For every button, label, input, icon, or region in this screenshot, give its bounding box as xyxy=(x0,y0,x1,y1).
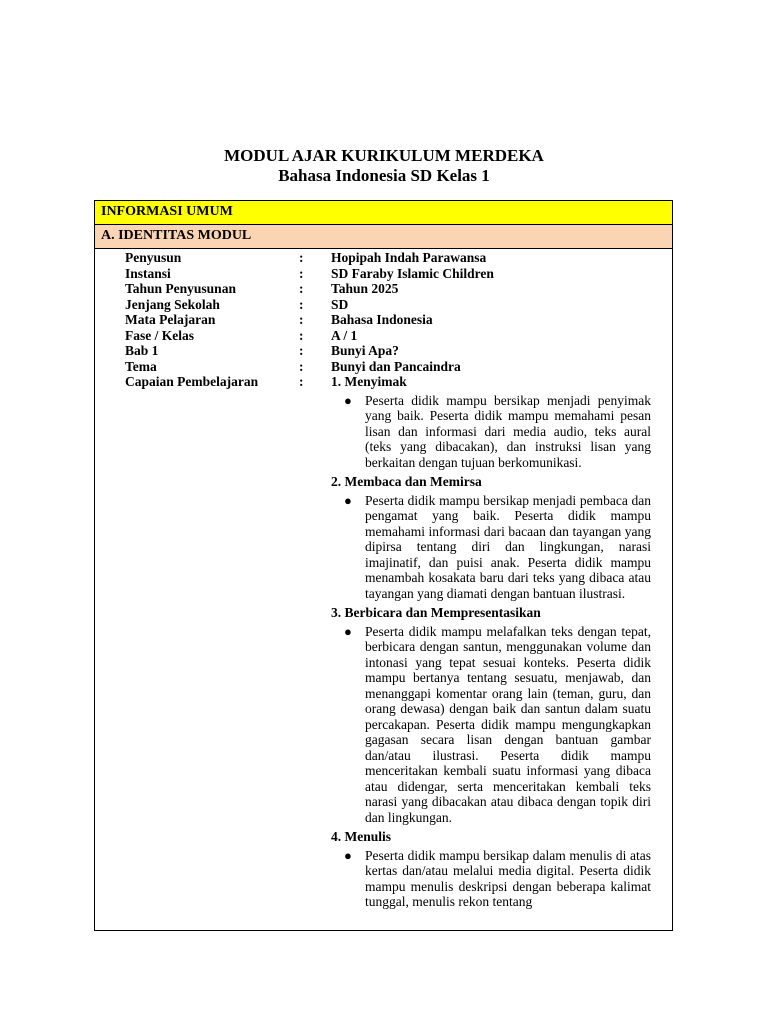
capaian-heading-membaca: 2. Membaca dan Memirsa xyxy=(331,474,482,489)
row-key: Capaian Pembelajaran xyxy=(125,374,259,389)
identity-row xyxy=(125,281,665,297)
row-separator: : xyxy=(299,374,304,389)
row-value: Hopipah Indah Parawansa xyxy=(331,250,487,265)
identity-row xyxy=(125,312,665,328)
identity-row xyxy=(125,328,665,344)
row-key: Bab 1 xyxy=(125,343,159,358)
row-value: A / 1 xyxy=(331,327,358,343)
row-value: SD xyxy=(331,296,349,312)
identity-row xyxy=(125,297,665,313)
row-key: Instansi xyxy=(125,265,171,281)
bullet-icon: ● xyxy=(344,847,352,863)
identity-row xyxy=(125,343,665,359)
capaian-text: Peserta didik mampu bersikap menjadi penyimak yang baik. Peserta didik mampu memahami pesan lisan dan informasi dari media audio, teks aural (teks yang dibacakan), dan instruksi lisan yang berkaitan dengan tujuan berkomunikasi. xyxy=(365,392,651,470)
capaian-text: Peserta didik mampu bersikap dalam menulis di atas kertas dan/atau melalui media digital. Peserta didik mampu menulis deskripsi dengan beberapa kalimat tunggal, menulis rekon tentang xyxy=(365,847,651,909)
row-value: Bunyi Apa? xyxy=(331,343,399,358)
bullet-icon: ● xyxy=(344,623,352,639)
capaian-heading-menulis: 4. Menulis xyxy=(331,829,392,844)
capaian-text: Peserta didik mampu melafalkan teks dengan tepat, berbicara dengan santun, menggunakan volume dan intonasi yang tepat sesuai konteks. Peserta didik mampu bertanya tentang sesuatu, menjawab, dan menanggapi komentar orang lain (teman, guru, dan orang dewasa) dengan baik dan santun dalam suatu percakapan. Peserta didik mampu mengungkapkan gagasan secara lisan dengan bantuan gambar dan/atau ilustrasi. Peserta didik mampu menceritakan kembali suatu informasi yang dibaca atau didengar, serta menceritakan kembali teks narasi yang dibacakan atau dibaca dengan topik diri dan lingkungan. xyxy=(365,623,651,825)
row-value: Bunyi dan Pancaindra xyxy=(331,358,461,374)
row-separator: : xyxy=(299,343,304,358)
module-identity-heading: A. IDENTITAS MODUL xyxy=(95,225,672,249)
row-key: Mata Pelajaran xyxy=(125,312,216,327)
row-separator: : xyxy=(299,358,304,374)
identity-rows xyxy=(125,250,665,390)
capaian-heading-berbicara: 3. Berbicara dan Mempresentasikan xyxy=(331,605,541,620)
row-separator: : xyxy=(299,265,304,281)
list-item xyxy=(331,493,651,602)
capaian-heading-menyimak: 1. Menyimak xyxy=(331,374,407,389)
module-table xyxy=(94,200,673,931)
row-separator: : xyxy=(299,250,304,265)
row-key: Jenjang Sekolah xyxy=(125,296,220,312)
identity-row xyxy=(125,359,665,375)
row-separator: : xyxy=(299,296,304,312)
bullet-icon: ● xyxy=(344,392,352,408)
row-separator: : xyxy=(299,327,304,343)
capaian-list xyxy=(331,374,651,914)
capaian-text: Peserta didik mampu bersikap menjadi pembaca dan pengamat yang baik. Peserta didik mampu memahami informasi dari bacaan dan tayangan yang dipirsa tentang diri dan lingkungan, narasi imajinatif, dan puisi anak. Peserta didik mampu menambah kosakata baru dari teks yang dibaca atau tayangan yang diamati dengan bantuan ilustrasi. xyxy=(365,492,651,601)
document-subtitle: Bahasa Indonesia SD Kelas 1 xyxy=(278,166,490,185)
row-value: Tahun 2025 xyxy=(331,281,399,296)
row-key: Tema xyxy=(125,358,157,374)
row-key: Penyusun xyxy=(125,250,182,265)
row-key: Tahun Penyusunan xyxy=(125,281,236,296)
row-key: Fase / Kelas xyxy=(125,327,194,343)
list-item xyxy=(331,848,651,910)
row-separator: : xyxy=(299,281,304,296)
document-title: MODUL AJAR KURIKULUM MERDEKA xyxy=(224,146,544,165)
general-info-heading: INFORMASI UMUM xyxy=(95,201,672,225)
row-value: SD Faraby Islamic Children xyxy=(331,265,494,281)
list-item xyxy=(331,624,651,826)
identity-row xyxy=(125,266,665,282)
row-value: Bahasa Indonesia xyxy=(331,312,433,327)
list-item xyxy=(331,393,651,471)
identity-row xyxy=(125,250,665,266)
bullet-icon: ● xyxy=(344,492,352,508)
row-separator: : xyxy=(299,312,304,327)
